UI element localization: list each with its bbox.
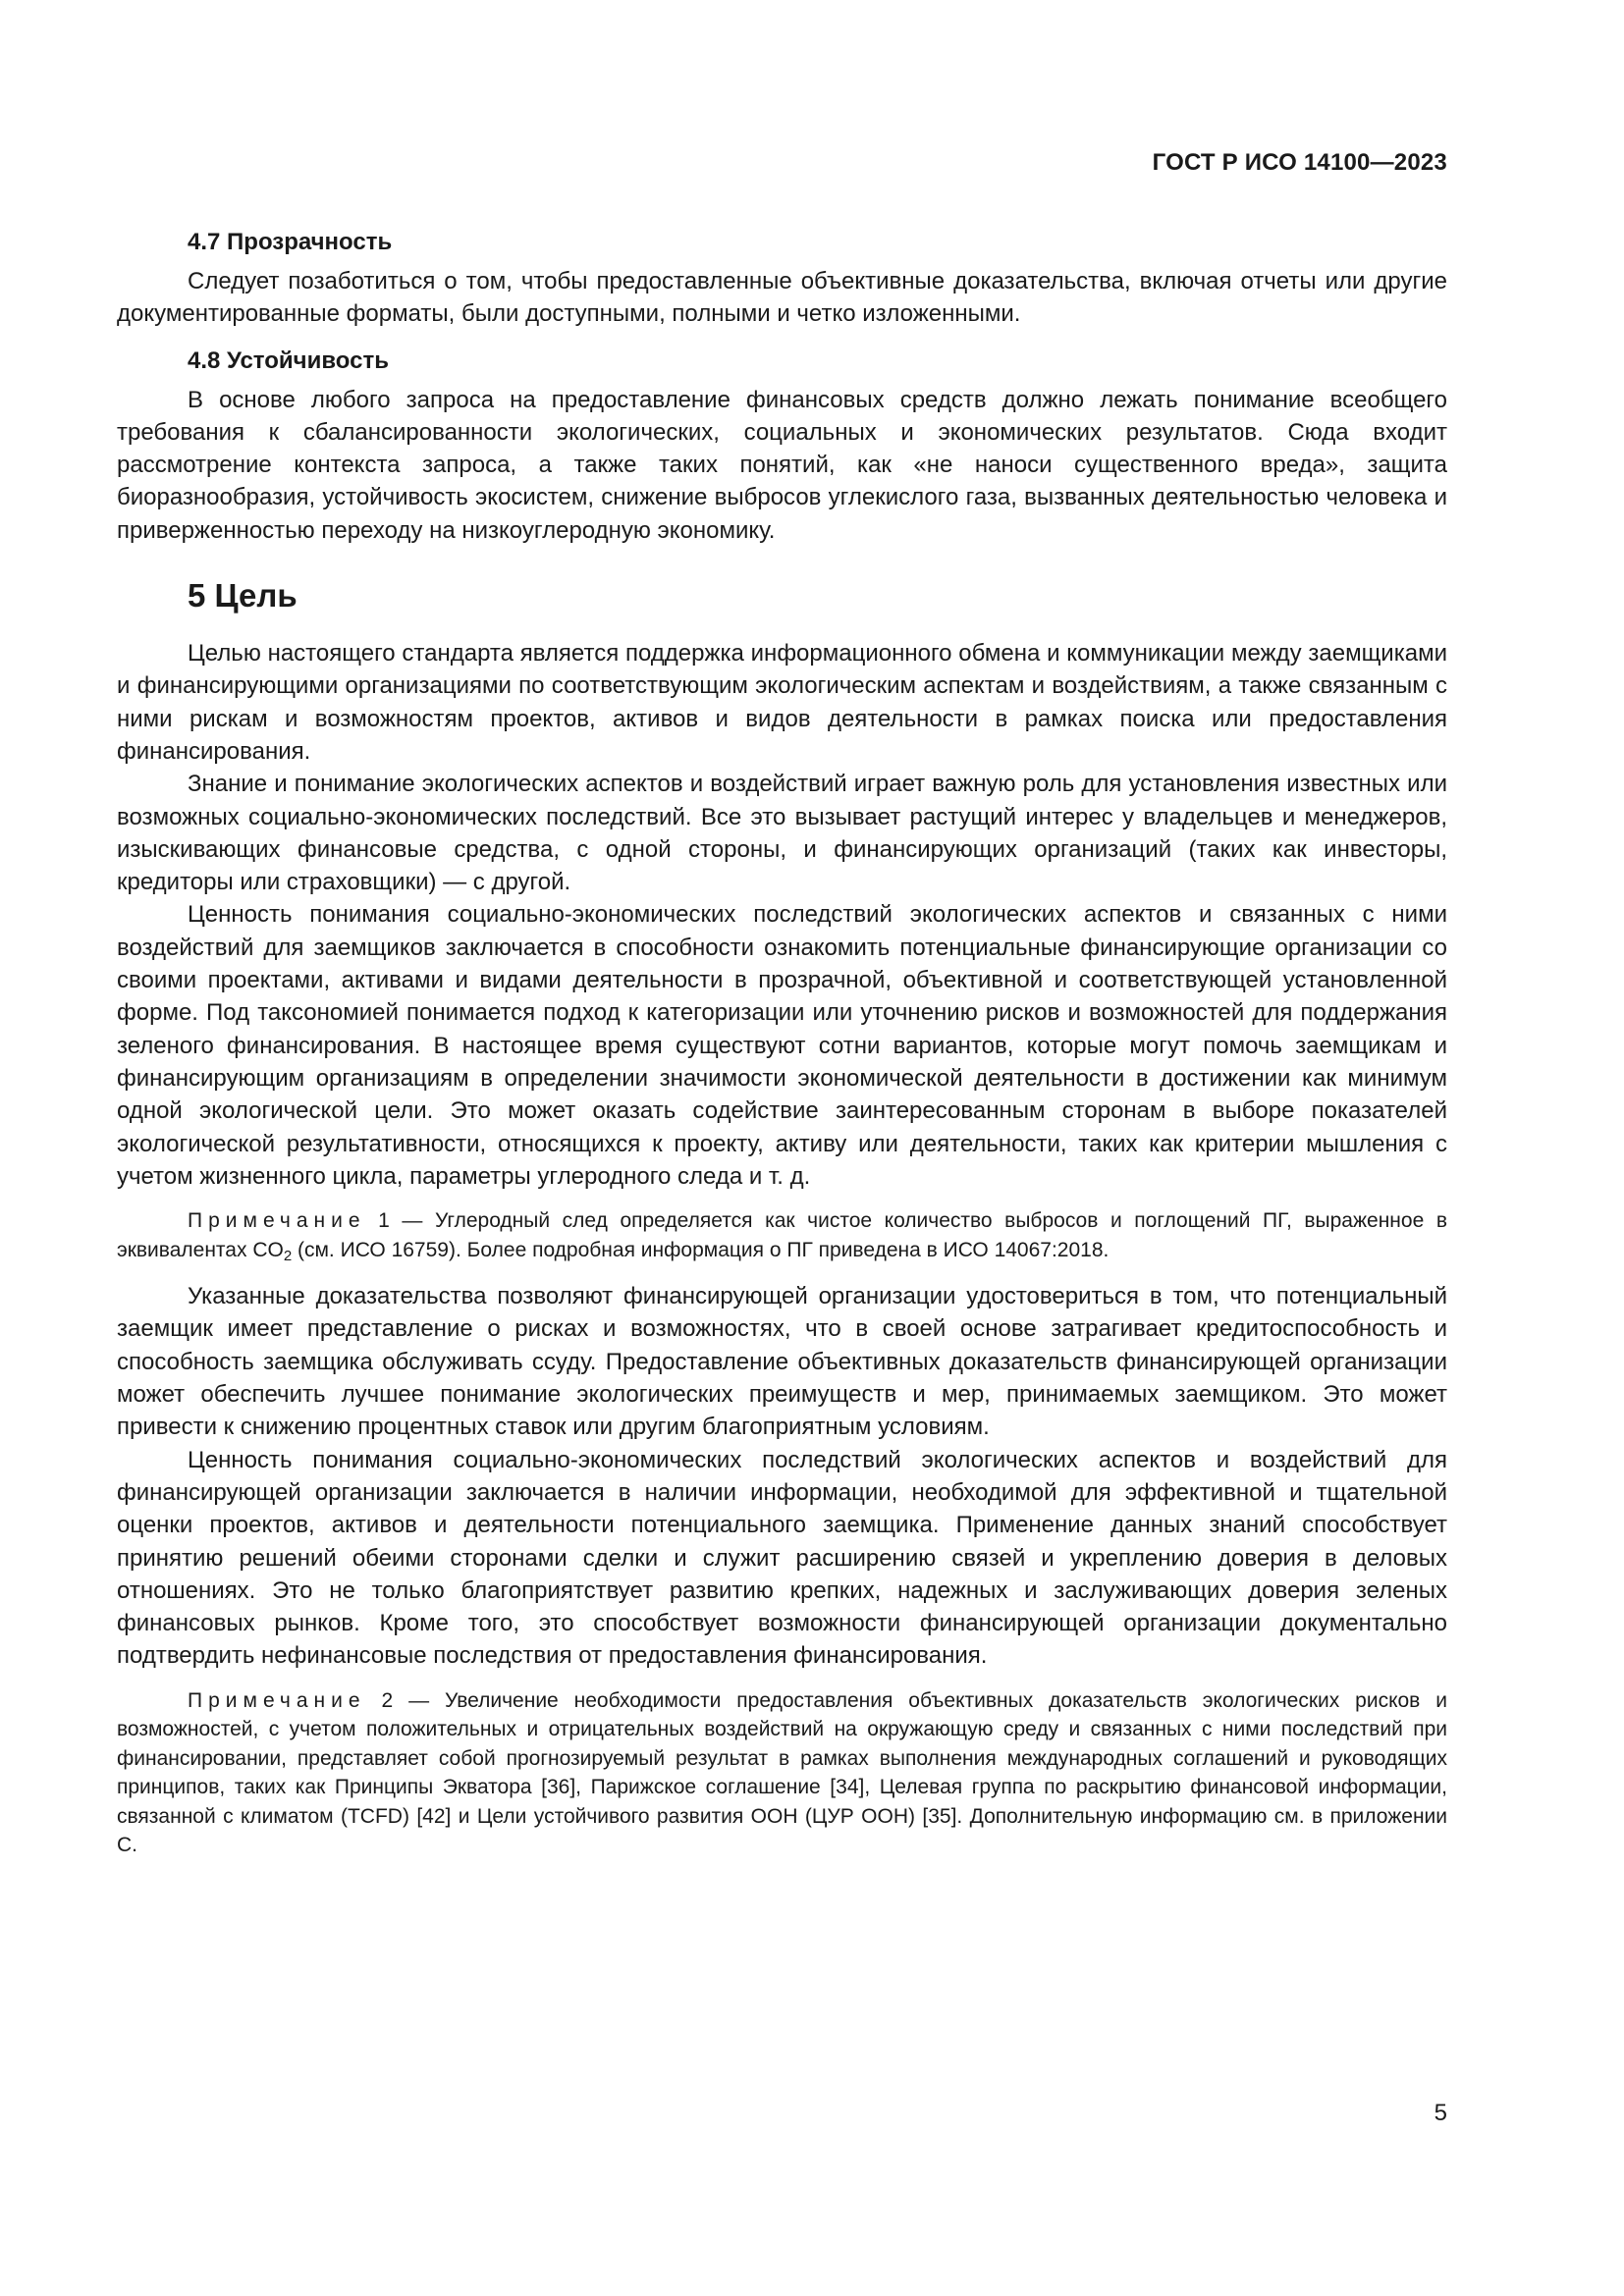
page-content [117,226,1447,1876]
note-2-text: — Увеличение необходимости предоставления объективных доказательств экологических рисков и возможностей, с учетом положительных и отрицательных воздействий на окружающую среду и связанных с ними последствий при финансировании, представляет собой прогнозируемый результат в рамках выполнения международных соглашений и руководящих принципов, таких как Принципы Экватора [36], Парижское соглашение [34], Целевая группа по раскрытию финансовой информации, связанной с климатом (TCFD) [42] и Цели устойчивого развития ООН (ЦУР ООН) [35]. Дополнительную информацию см. в приложении С. [117,1688,1447,1857]
paragraph-5-5: Ценность понимания социально-экономических последствий экологических аспектов и воздействий для финансирующей организации заключается в наличии информации, необходимой для эффективной и тщательной оценки проектов, активов и деятельности потенциального заемщика. Применение данных знаний способствует принятию решений обеими сторонами сделки и служит расширению связей и укреплению доверия в деловых отношениях. Это не только благоприятствует развитию крепких, надежных и заслуживающих доверия зеленых финансовых рынков. Кроме того, это способствует возможности финансирующей организации документально подтвердить нефинансовые последствия от предоставления финансирования. [117,1446,1447,1670]
document-header: ГОСТ Р ИСО 14100—2023 [1152,149,1447,176]
note-2-number: 2 [381,1688,394,1712]
paragraph-5-2: Знание и понимание экологических аспектов и воздействий играет важную роль для установления известных или возможных социально-экономических последствий. Все это вызывает растущий интерес у владельцев и менеджеров, изыскивающих финансовые средства, с одной стороны, и финансирующих организаций (таких как инвесторы, кредиторы или страховщики) — с другой. [117,771,1447,896]
note-1-text: — Углеродный след определяется как чистое количество выбросов и поглощений ПГ, выраженное в эквивалентах CO [117,1209,1447,1261]
note-1-subscript: 2 [283,1247,293,1264]
subsection-title-4-7: 4.7 Прозрачность [188,229,393,255]
note-1 [117,1206,1447,1264]
paragraph-4-7: Следует позаботиться о том, чтобы предоставленные объективные доказательства, включая отчеты или другие документированные форматы, были доступными, полными и четко изложенными. [117,268,1447,328]
paragraph-4-8: В основе любого запроса на предоставление финансовых средств должно лежать понимание всеобщего требования к сбалансированности экологических, социальных и экономических результатов. Сюда входит рассмотрение контекста запроса, а также таких понятий, как «не наноси существенного вреда», защита биоразнообразия, устойчивость экосистем, снижение выбросов углекислого газа, вызванных деятельностью человека и приверженностью переходу на низкоуглеродную экономику. [117,386,1447,544]
note-2-label: Примечание [188,1688,366,1712]
paragraph-5-1: Целью настоящего стандарта является поддержка информационного обмена и коммуникации между заемщиками и финансирующими организациями по соответствующим экологическим аспектам и воздействиям, а также связанным с ними рискам и возможностям проектов, активов и видов деятельности в рамках поиска или предоставления финансирования. [117,640,1447,765]
note-1-label: Примечание [188,1209,366,1233]
page-number: 5 [1434,2100,1447,2126]
note-1-text-end: (см. ИСО 16759). Более подробная информация о ПГ приведена в ИСО 14067:2018. [292,1238,1110,1261]
subsection-title-4-8: 4.8 Устойчивость [188,347,389,374]
paragraph-5-3: Ценность понимания социально-экономических последствий экологических аспектов и связанных с ними воздействий для заемщиков заключается в способности ознакомить потенциальные финансирующие организации со своими проектами, активами и видами деятельности в прозрачной, объективной и соответствующей установленной форме. Под таксономией понимается подход к категоризации или уточнению рисков и возможностей для поддержания зеленого финансирования. В настоящее время существуют сотни вариантов, которые могут помочь заемщикам и финансирующим организациям в определении значимости экономической деятельности в достижении как минимум одной экологической цели. Это может оказать содействие заинтересованным сторонам в выборе показателей экологической результативности, относящихся к проекту, активу или деятельности, таких как критерии мышления с учетом жизненного цикла, параметры углеродного следа и т. д. [117,901,1447,1190]
section-title-5: 5 Цель [188,577,298,614]
note-2 [117,1686,1447,1860]
note-1-number: 1 [378,1209,390,1233]
paragraph-5-4: Указанные доказательства позволяют финансирующей организации удостовериться в том, что потенциальный заемщик имеет представление о рисках и возможностях, что в своей основе затрагивает кредитоспособность и способность заемщика обслуживать ссуду. Предоставление объективных доказательств финансирующей организации может обеспечить лучшее понимание экологических преимуществ и мер, принимаемых заемщиком. Это может привести к снижению процентных ставок или другим благоприятным условиям. [117,1283,1447,1441]
document-page [117,0,1447,2296]
